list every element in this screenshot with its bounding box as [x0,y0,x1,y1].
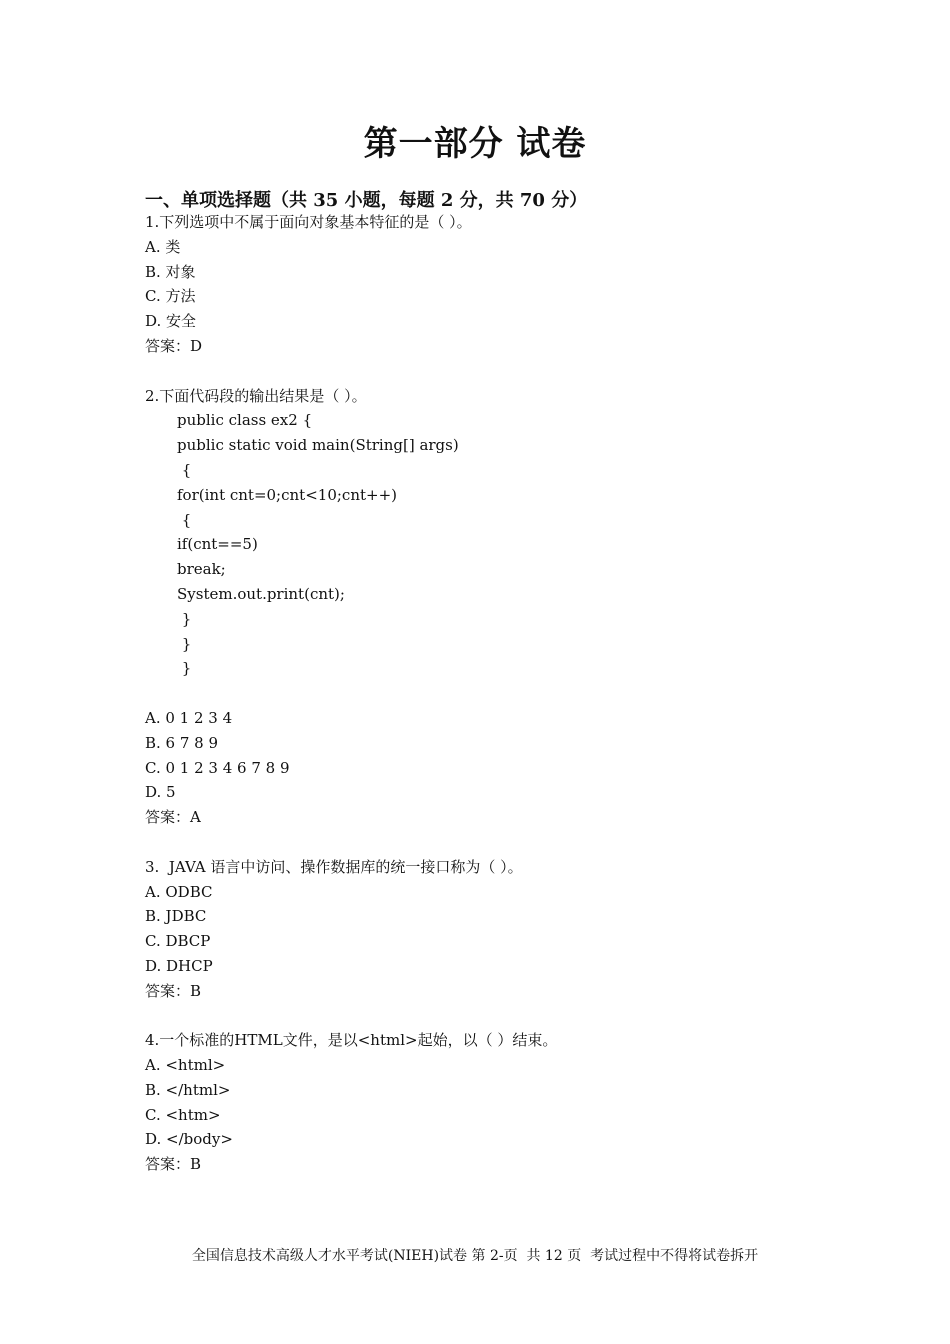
code-line: break; [177,560,226,579]
question-stem: 4.一个标准的HTML文件，是以<html>起始，以（ ）结束。 [145,1031,558,1050]
option-b: B. JDBC [145,907,207,926]
question-1 [145,210,845,359]
code-block [145,408,845,681]
option-c: C. <htm> [145,1105,221,1124]
option-d: D. DHCP [145,956,213,975]
code-line: public static void main(String[] args) [177,436,459,455]
option-c: C. 方法 [145,287,196,306]
question-3 [145,855,845,1004]
answer: 答案：B [145,981,202,1000]
question-stem: 2.下面代码段的输出结果是（ ）。 [145,386,367,405]
spacer [145,1004,845,1029]
code-line: System.out.print(cnt); [177,584,345,603]
option-b: B. 对象 [145,262,196,281]
option-a: A. <html> [145,1056,226,1075]
question-4 [145,1028,845,1177]
code-line: { [177,510,192,529]
code-line: } [177,609,192,628]
code-line: { [177,460,192,479]
option-a: A. ODBC [145,882,213,901]
code-line: } [177,634,192,653]
code-line: if(cnt==5) [177,535,258,554]
option-d: D. 安全 [145,312,197,331]
option-a: A. 0 1 2 3 4 [145,708,233,727]
spacer [145,830,845,855]
question-2 [145,384,845,830]
option-a: A. 类 [145,237,181,256]
option-d: D. 5 [145,783,176,802]
page-title: 第一部分 试卷 [363,124,587,164]
code-line: } [177,659,192,678]
spacer [145,681,845,706]
code-line: for(int cnt=0;cnt<10;cnt++) [177,485,397,504]
section-heading: 一、单项选择题（共 35 小题，每题 2 分，共 70 分） [145,190,588,211]
question-list [145,210,845,1177]
page-footer: 全国信息技术高级人才水平考试(NIEH)试卷 第 2-页 共 12 页 考试过程中不得将试卷拆开 [191,1248,759,1264]
option-b: B. 6 7 8 9 [145,733,219,752]
option-c: C. DBCP [145,932,211,951]
question-stem: 1.下列选项中不属于面向对象基本特征的是（ ）。 [145,213,472,231]
option-c: C. 0 1 2 3 4 6 7 8 9 [145,758,290,777]
option-d: D. </body> [145,1130,233,1149]
code-line: public class ex2 { [177,411,313,430]
question-stem: 3. JAVA 语言中访问、操作数据库的统一接口称为（ ）。 [145,857,523,876]
answer: 答案：D [145,336,203,355]
answer: 答案：A [145,808,201,827]
option-b: B. </html> [145,1080,231,1099]
answer: 答案：B [145,1155,202,1174]
spacer [145,359,845,384]
